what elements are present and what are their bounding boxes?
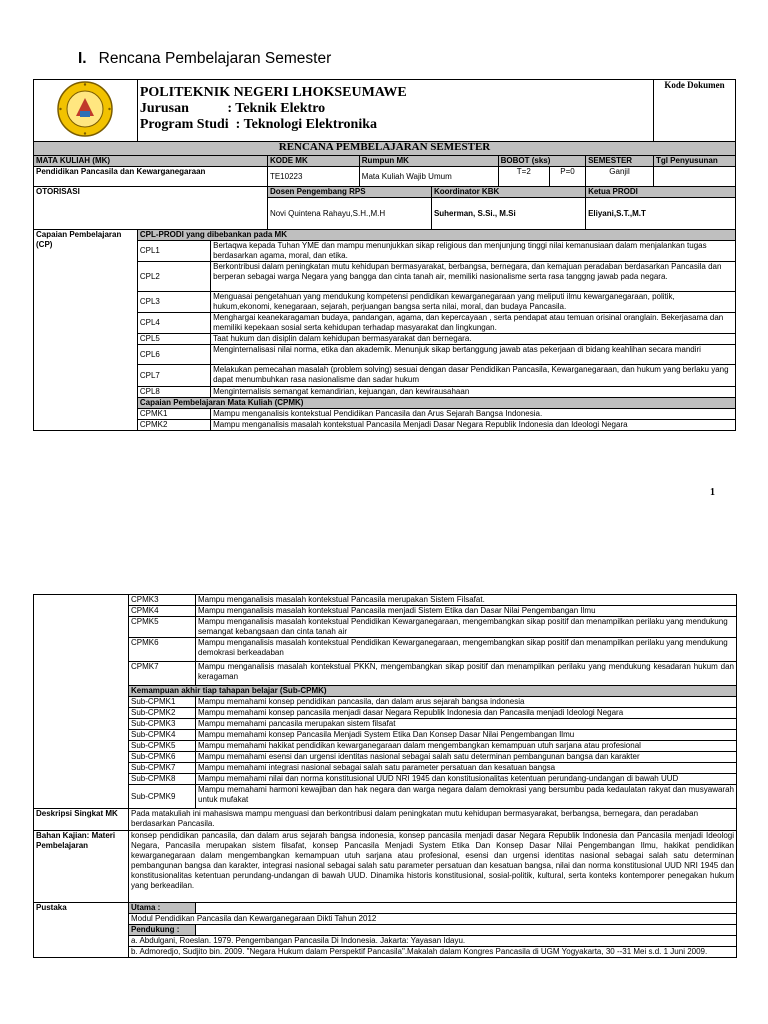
institution-logo (56, 80, 114, 138)
cpl-code: CPL3 (137, 292, 210, 313)
otorisasi-label: OTORISASI (34, 187, 268, 230)
cpl-text: Menginternalisis semangat kemandirian, kejuangan, dan kewirausahaan (211, 387, 736, 398)
cp-label-cont (34, 774, 129, 785)
pustaka-pendukung-spacer (196, 925, 737, 936)
cpl-text: Menghargai keanekaragaman budaya, pandangan, agama, dan kepercayaan , serta pendapat atau temuan orisinal oranglain. Bekerjasama dan memiliki kepekaan sosial serta kehidupan terhadap masyarakat dan lingkungan. (211, 313, 736, 334)
cpl-code: CPL2 (137, 262, 210, 292)
jurusan-line: Jurusan : Teknik Elektro (139, 101, 326, 116)
cpl-text: Taat hukum dan disiplin dalam kehidupan bermasyarakat dan bernegara. (211, 334, 736, 345)
cp-label-cont (34, 697, 129, 708)
rps-table-page-1 (33, 79, 736, 431)
institution-name: POLITEKNIK NEGERI LHOKSEUMAWE (139, 85, 407, 100)
ketua-label: Ketua PRODI (586, 187, 736, 198)
pustaka-utama-text: Modul Pendidikan Pancasila dan Kewarganegaraan Dikti Tahun 2012 (129, 914, 737, 925)
cpl-code: CPL5 (137, 334, 210, 345)
cp-label-cont (34, 617, 129, 638)
sub-cpmk-header: Kemampuan akhir tiap tahapan belajar (Sub-CPMK) (129, 686, 737, 697)
label-rumpun: Rumpun MK (359, 156, 498, 167)
cp-label-cont (34, 638, 129, 662)
logo-cell (34, 80, 138, 142)
label-tgl: Tgl Penyusunan (653, 156, 735, 167)
course-semester: Ganjil (586, 167, 654, 187)
rps-page-1 (33, 79, 736, 431)
cpl-code: CPL1 (137, 241, 210, 262)
course-name: Pendidikan Pancasila dan Kewarganegaraan (34, 167, 268, 187)
cpmk-code: CPMK3 (129, 595, 196, 606)
pustaka-pendukung-item: a. Abdulgani, Roeslan. 1979. Pengembangan Pancasila Di Indonesia. Jakarta: Yayasan Idayu. (129, 936, 737, 947)
cpl-code: CPL7 (137, 365, 210, 387)
bobot-teori: T=2 (498, 167, 549, 187)
sub-cpmk-code: Sub-CPMK6 (129, 752, 196, 763)
cp-label-cont (34, 752, 129, 763)
cpl-text: Menguasai pengetahuan yang mendukung kompetensi pendidikan kewarganegaraan yang meliputi ilmu kewarganegaraan, politik, hukum,ekonomi, kenegaraan, sejarah, perjuangan bangsa serta nilai, moral, dan budaya Pancasila. (211, 292, 736, 313)
sub-cpmk-text: Mampu memahami konsep Pancasila Menjadi System Etika Dan Konsep Dasar Nilai Pengembangan Ilmu (196, 730, 737, 741)
sub-cpmk-code: Sub-CPMK5 (129, 741, 196, 752)
cp-label-cont (34, 595, 129, 606)
cp-label-cont (34, 785, 129, 809)
institution-block (137, 80, 653, 142)
cpmk-text: Mampu menganalisis masalah kontekstual Pancasila menjadi Sistem Etika dan Dasar Nilai Pengembangan Ilmu (196, 606, 737, 617)
section-title: Rencana Pembelajaran Semester (98, 50, 332, 67)
section-heading (78, 50, 331, 68)
cpmk-text: Mampu menganalisis kontekstual Pendidikan Pancasila dan Arus Sejarah Bangsa Indonesia. (211, 409, 736, 420)
deskripsi-label: Deskripsi Singkat MK (34, 809, 129, 831)
sub-cpmk-code: Sub-CPMK1 (129, 697, 196, 708)
cpmk-text: Mampu menganalisis masalah kontekstual Pendidikan Kewarganegaraan, mengembangkan sikap positif dan menampilkan perilaku yang mendukung demokrasi berkeadaban (196, 638, 737, 662)
cpmk-code: CPMK6 (129, 638, 196, 662)
cpl-code: CPL8 (137, 387, 210, 398)
sub-cpmk-text: Mampu memahami konsep pendidikan pancasila, dan dalam arus sejarah bangsa indonesia (196, 697, 737, 708)
label-semester: SEMESTER (586, 156, 654, 167)
cp-label-cont (34, 708, 129, 719)
cpl-text: Bertaqwa kepada Tuhan YME dan mampu menunjukkan sikap religious dan menjunjung tinggi nilai kemanusiaan dalam menjalankan tugas berdasarkan agama, moral, dan etika. (211, 241, 736, 262)
sub-cpmk-text: Mampu memahami nilai dan norma konstitusional UUD NRI 1945 dan konstitusionalitas ketentuan perundang-undangan di bawah UUD (196, 774, 737, 785)
doc-code-label: Kode Dokumen (653, 80, 735, 142)
cp-label-cont (34, 662, 129, 686)
form-title: RENCANA PEMBELAJARAN SEMESTER (34, 142, 736, 156)
label-kode-mk: KODE MK (267, 156, 359, 167)
pustaka-utama-label: Utama : (129, 903, 196, 914)
sub-cpmk-code: Sub-CPMK8 (129, 774, 196, 785)
cpl-code: CPL4 (137, 313, 210, 334)
course-rumpun: Mata Kuliah Wajib Umum (359, 167, 498, 187)
course-code: TE10223 (267, 167, 359, 187)
section-number: I. (78, 50, 87, 67)
course-tgl (653, 167, 735, 187)
pustaka-utama-spacer (196, 903, 737, 914)
cpmk-text: Mampu menganalisis masalah kontekstual Pancasila Menjadi Dasar Negara Republik Indonesia dan Ideologi Negara (211, 420, 736, 431)
sub-cpmk-text: Mampu memahami pancasila merupakan sistem filsafat (196, 719, 737, 730)
cpmk-code: CPMK1 (137, 409, 210, 420)
cpmk-code: CPMK7 (129, 662, 196, 686)
pustaka-label: Pustaka (34, 903, 129, 958)
sub-cpmk-text: Mampu memahami integrasi nasional sebagai salah satu parameter persatuan dan kesatuan bangsa (196, 763, 737, 774)
cpmk-header: Capaian Pembelajaran Mata Kuliah (CPMK) (137, 398, 735, 409)
prodi-line: Program Studi : Teknologi Elektronika (139, 117, 377, 132)
cp-label-cont (34, 763, 129, 774)
koordinator-label: Koordinator KBK (431, 187, 585, 198)
cpmk-text: Mampu menganalisis masalah kontekstual Pendidikan Kewarganegaraan, mengembangkan sikap positif dan menampilkan perilaku yang mendukung semangat kebangsaan dan cinta tanah air (196, 617, 737, 638)
dosen-name: Novi Quintena Rahayu,S.H.,M.H (267, 198, 431, 230)
pustaka-pendukung-item: b. Admoredjo, Sudjito bin. 2009. "Negara Hukum dalam Perspektif Pancasila".Makalah dalam Kongres Pancasila di UGM Yogyakarta, 30 --31 Mei s.d. 1 Juni 2009. (129, 947, 737, 958)
sub-cpmk-text: Mampu memahami harmoni kewajiban dan hak negara dan warga negara dalam demokrasi yang bersumbu pada kedaulatan rakyat dan musyawarah untuk mufakat (196, 785, 737, 809)
cp-label-cont (34, 686, 129, 697)
dosen-label: Dosen Pengembang RPS (267, 187, 431, 198)
ketua-name: Eliyani,S.T.,M.T (586, 198, 736, 230)
cpmk-text: Mampu menganalisis masalah kontekstual PKKN, mengembangkan sikap positif dan menampilkan perilaku yang mendukung kesadaran hukum dan keragaman (196, 662, 737, 686)
bahan-kajian-label: Bahan Kajian: Materi Pembelajaran (34, 831, 129, 903)
sub-cpmk-text: Mampu memahami hakikat pendidikan kewarganegaraan dalam mengembangkan kemampuan utuh sarjana atau profesional (196, 741, 737, 752)
cp-label-cont (34, 719, 129, 730)
cpmk-code: CPMK5 (129, 617, 196, 638)
cpl-text: Berkontribusi dalam peningkatan mutu kehidupan bermasyarakat, berbangsa, bernegara, dan kemajuan peradaban berdasarkan Pancasila dan berperan sebagai warga Negara yang bangga dan cinta tanah air, memiliki nasionalisme serta rasa tanggng jawab pada negara. (211, 262, 736, 292)
sub-cpmk-code: Sub-CPMK2 (129, 708, 196, 719)
sub-cpmk-text: Mampu memahami konsep pancasila menjadi dasar Negara Republik Indonesia dan Pancasila menjadi Ideologi Negara (196, 708, 737, 719)
sub-cpmk-code: Sub-CPMK3 (129, 719, 196, 730)
rps-table-page-2 (33, 594, 737, 958)
pustaka-pendukung-label: Pendukung : (129, 925, 196, 936)
cp-label-cont (34, 606, 129, 617)
deskripsi-text: Pada matakuliah ini mahasiswa mampu menguasi dan berkontribusi dalam peningkatan mutu kehidupan bermasyarakat, berbangsa, bernegara, dan peradaban berdasarkan Pancasila. (129, 809, 737, 831)
cp-label: Capaian Pembelajaran (CP) (34, 230, 138, 431)
bahan-kajian-text: konsep pendidikan pancasila, dan dalam arus sejarah bangsa indonesia, konsep pancasila menjadi dasar Negara Republik Indonesia dan Pancasila menjadi Ideologi Negara, Pancasila merupakan sistem filsafat, konsep Pancasila Menjadi System Etika Dan Konsep Dasar Nilai Pengembangan Ilmu, hakikat pendidikan kewarganegaraan dalam mengembangkan kemampuan utuh sarjana atau profesional, esensi dan urgensi identitas nasional sebagai salah satu determinan pembangunan bangsa dan karakter, integrasi nasional sebagai salah satu parameter persatuan dan kesatuan bangsa, nilai dan norma konstitusional UUD NRI 1945 dan konstitusionalitas ketentuan perundang-undangan di bawah UUD. Dinamika historis konstitusional, sosial-politik, kultural, serta konteks kontemporer penegakan hukum yang berkeadilan. (129, 831, 737, 903)
sub-cpmk-code: Sub-CPMK7 (129, 763, 196, 774)
koordinator-name: Suherman, S.Si., M.Si (431, 198, 585, 230)
rps-page-2 (33, 594, 736, 958)
cpl-text: Menginternalisasi nilai norma, etika dan akademik. Menunjuk sikap bertanggung jawab atas pekerjaan di bidang keahlihan secara mandiri (211, 345, 736, 365)
cpmk-code: CPMK4 (129, 606, 196, 617)
sub-cpmk-code: Sub-CPMK9 (129, 785, 196, 809)
sub-cpmk-code: Sub-CPMK4 (129, 730, 196, 741)
cp-label-cont (34, 730, 129, 741)
cpl-header: CPL-PRODI yang dibebankan pada MK (137, 230, 735, 241)
cpmk-code: CPMK2 (137, 420, 210, 431)
label-bobot: BOBOT (sks) (498, 156, 585, 167)
bobot-praktik: P=0 (550, 167, 586, 187)
label-mk: MATA KULIAH (MK) (34, 156, 268, 167)
page-number: 1 (710, 487, 715, 498)
cp-label-cont (34, 741, 129, 752)
cpl-code: CPL6 (137, 345, 210, 365)
sub-cpmk-text: Mampu memahami esensi dan urgensi identitas nasional sebagai salah satu determinan pembangunan bangsa dan karakter (196, 752, 737, 763)
cpl-text: Melakukan pemecahan masalah (problem solving) sesuai dengan dasar Pendidikan Pancasila, Kewarganegaraan, dan hukum yang berlaku yang dapat menumbuhkan rasa nasionalisme dan sadar hukum (211, 365, 736, 387)
cpmk-text: Mampu menganalisis masalah kontekstual Pancasila merupakan Sistem Filsafat. (196, 595, 737, 606)
